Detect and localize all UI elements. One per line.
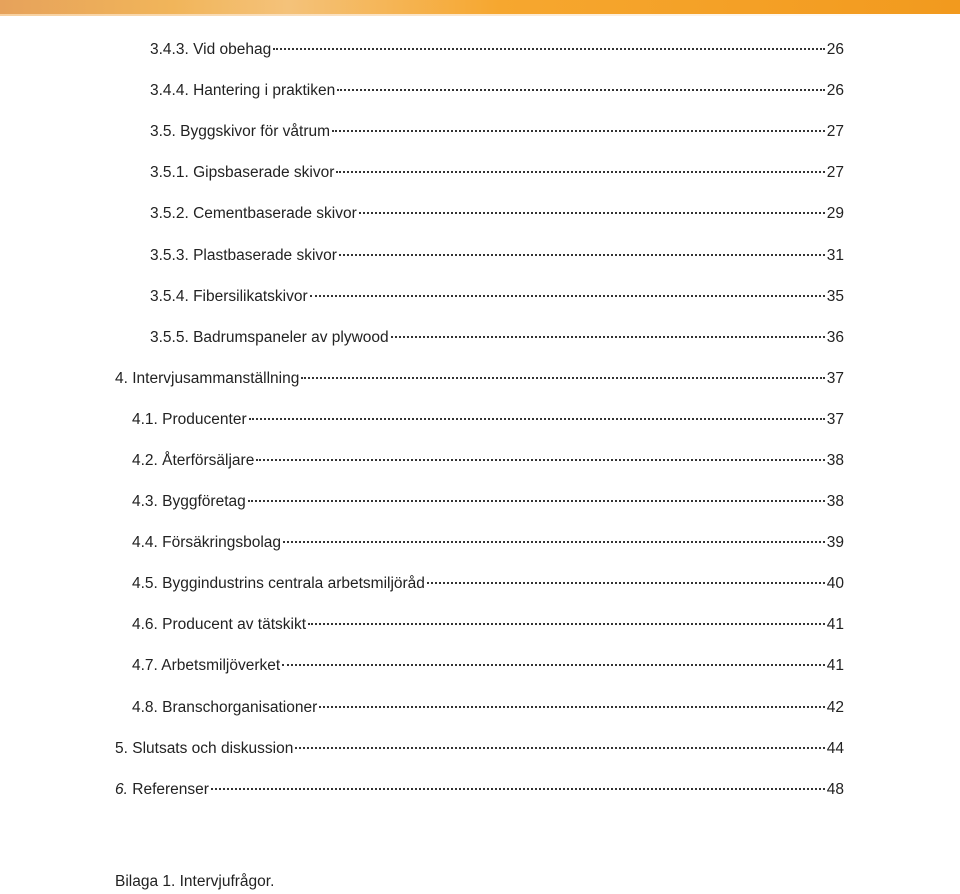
dot-leader — [337, 88, 825, 91]
toc-page-number: 37 — [826, 370, 844, 387]
dot-leader — [310, 294, 825, 297]
toc-page-number: 38 — [826, 452, 844, 469]
dot-leader — [332, 129, 825, 132]
toc-entry-3-4-3[interactable] — [150, 38, 844, 62]
toc-entry-4-5[interactable] — [132, 572, 844, 596]
toc-entry-4-7[interactable] — [132, 654, 844, 678]
toc-entry-title: 4.1. Producenter — [132, 411, 247, 428]
toc-entry-3-5-3[interactable] — [150, 244, 844, 268]
toc-page-number: 35 — [826, 288, 844, 305]
dot-leader — [248, 499, 825, 502]
dot-leader — [273, 47, 825, 50]
toc-entry-title: 3.5.1. Gipsbaserade skivor — [150, 164, 335, 181]
toc-entry-number: 6. — [115, 781, 128, 798]
toc-entry-title: 3.5.3. Plastbaserade skivor — [150, 247, 337, 264]
toc-entry-label: Referenser — [132, 781, 209, 798]
dot-leader — [283, 540, 825, 543]
toc-entry-title: 3.5.5. Badrumspaneler av plywood — [150, 329, 389, 346]
dot-leader — [249, 417, 825, 420]
toc-page-number: 26 — [826, 41, 844, 58]
toc-entry-title: 4.6. Producent av tätskikt — [132, 616, 307, 633]
toc-page-number: 44 — [826, 740, 844, 757]
toc-entry-3-5-5[interactable] — [150, 326, 844, 350]
dot-leader — [336, 170, 824, 173]
toc-entry-title: 4.2. Återförsäljare — [132, 452, 255, 469]
dot-leader — [282, 663, 825, 666]
toc-entry-title: 3.4.4. Hantering i praktiken — [150, 82, 336, 99]
toc-page-number: 41 — [826, 657, 844, 674]
toc-page-number: 31 — [826, 247, 844, 264]
toc-page-number: 36 — [826, 329, 844, 346]
toc-entry-4-2[interactable] — [132, 449, 844, 473]
toc-page-number: 41 — [826, 616, 844, 633]
appendix-line: Bilaga 1. Intervjufrågor. — [115, 873, 275, 890]
toc-page-number: 38 — [826, 493, 844, 510]
toc-entry-title: 4.4. Försäkringsbolag — [132, 534, 282, 551]
toc-entry-4-4[interactable] — [132, 531, 844, 555]
dot-leader — [339, 253, 825, 256]
toc-page-number: 37 — [826, 411, 844, 428]
toc-entry-title — [115, 778, 209, 802]
toc-entry-title: 5. Slutsats och diskussion — [115, 740, 294, 757]
toc-entry-3-5[interactable] — [150, 120, 844, 144]
toc-entry-4-1[interactable] — [132, 408, 844, 432]
dot-leader — [256, 458, 824, 461]
toc-entry-4[interactable] — [115, 367, 844, 391]
dot-leader — [359, 211, 825, 214]
dot-leader — [391, 335, 825, 338]
toc-entry-title: 4.3. Byggföretag — [132, 493, 246, 510]
toc-page-number: 42 — [826, 699, 844, 716]
dot-leader — [211, 787, 825, 790]
toc-entry-3-5-2[interactable] — [150, 202, 844, 226]
toc-page-number: 40 — [826, 575, 844, 592]
toc-page-number: 26 — [826, 82, 844, 99]
toc-entry-title: 4.7. Arbetsmiljöverket — [132, 657, 281, 674]
toc-page-number: 27 — [826, 123, 844, 140]
toc-entry-3-5-4[interactable] — [150, 285, 844, 309]
dot-leader — [319, 705, 824, 708]
toc-entry-title: 4. Intervjusammanställning — [115, 370, 300, 387]
toc-page-number: 29 — [826, 205, 844, 222]
toc-entry-4-6[interactable] — [132, 613, 844, 637]
toc-entry-3-5-1[interactable] — [150, 161, 844, 185]
toc-entry-title: 3.5.2. Cementbaserade skivor — [150, 205, 357, 222]
toc-entry-title: 3.5.4. Fibersilikatskivor — [150, 288, 308, 305]
toc-page-number: 27 — [826, 164, 844, 181]
toc-entry-3-4-4[interactable] — [150, 79, 844, 103]
toc-entry-title: 4.5. Byggindustrins centrala arbetsmiljöråd — [132, 575, 425, 592]
toc-entry-title: 4.8. Branschorganisationer — [132, 699, 318, 716]
dot-leader — [427, 581, 825, 584]
dot-leader — [308, 622, 825, 625]
toc-entry-title: 3.4.3. Vid obehag — [150, 41, 272, 58]
toc-page-number: 39 — [826, 534, 844, 551]
toc-entry-6[interactable] — [115, 778, 844, 802]
toc-page-number: 48 — [826, 781, 844, 798]
dot-leader — [301, 376, 824, 379]
toc-entry-4-8[interactable] — [132, 696, 844, 720]
toc-entry-5[interactable] — [115, 737, 844, 761]
toc-entry-4-3[interactable] — [132, 490, 844, 514]
toc-entry-title: 3.5. Byggskivor för våtrum — [150, 123, 331, 140]
dot-leader — [295, 746, 824, 749]
